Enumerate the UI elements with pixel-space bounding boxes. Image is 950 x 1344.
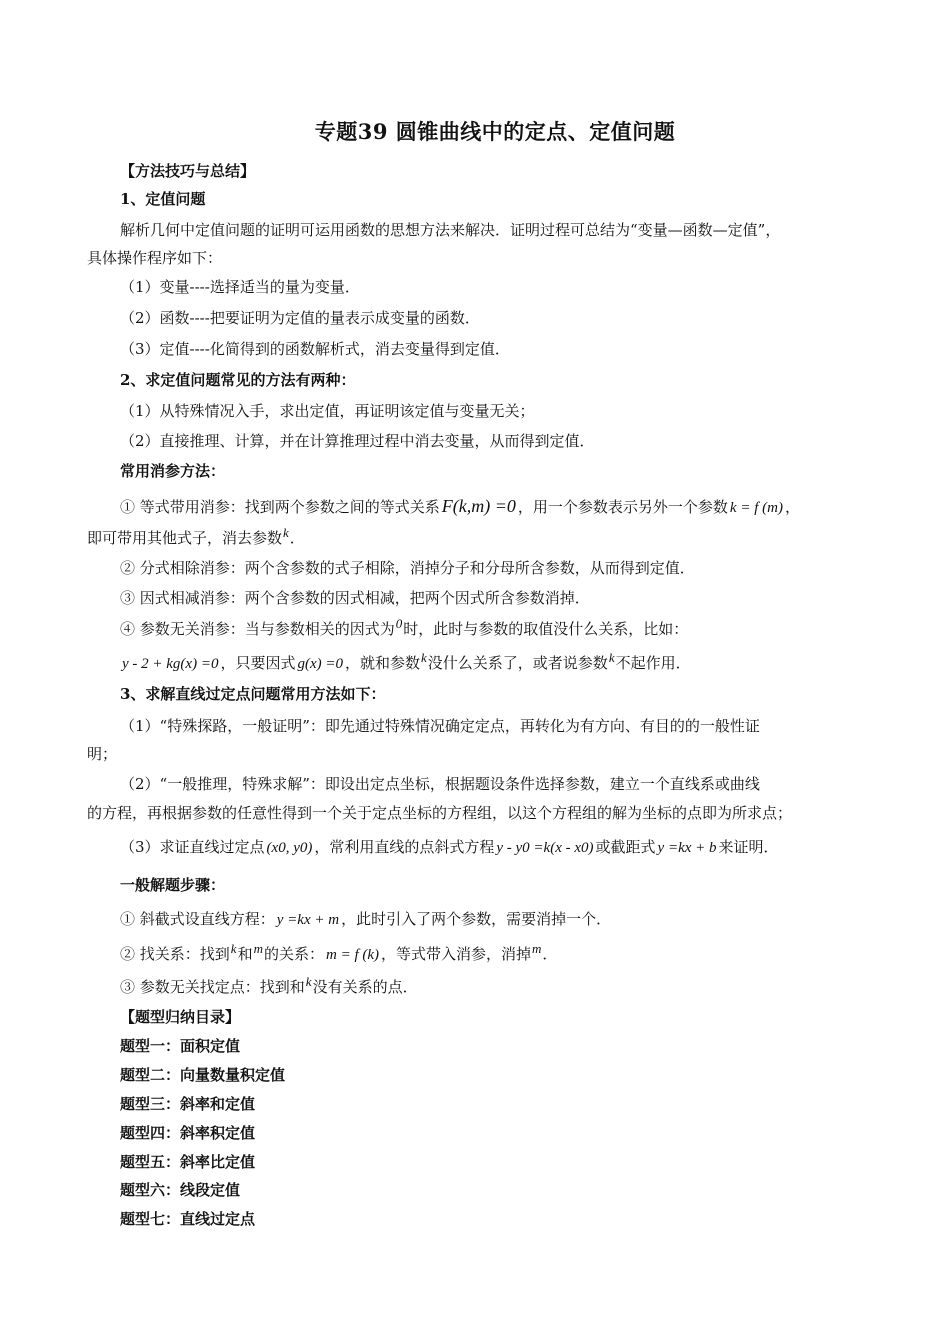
page-title: 专题39 圆锥曲线中的定点、定值问题 xyxy=(314,119,676,144)
text: 不起作用． xyxy=(615,654,691,672)
text: ． xyxy=(289,529,305,547)
section3-heading: 3、求解直线过定点问题常用方法如下： xyxy=(120,685,386,703)
catalog-item: 题型七：直线过定点 xyxy=(120,1210,256,1228)
catalog-item: 题型三：斜率和定值 xyxy=(120,1095,256,1113)
elimination-item2: ② 分式相除消参：两个含参数的式子相除，消掉分子和分母所含参数，从而得到定值． xyxy=(120,559,695,577)
catalog-heading: 【题型归纳目录】 xyxy=(120,1008,241,1026)
formula-k: k xyxy=(230,941,237,956)
text: 的关系： xyxy=(263,945,324,963)
section1-step3: （3）定值----化简得到的函数解析式，消去变量得到定值． xyxy=(120,340,510,358)
formula-m: m xyxy=(532,941,542,956)
section2-heading: 2、求定值问题常见的方法有两种： xyxy=(120,371,356,389)
text: ，只要因式 xyxy=(220,654,296,672)
text: 或截距式 xyxy=(595,838,656,856)
section3-method1-cont: 明； xyxy=(87,745,118,763)
section1-paragraph-cont: 具体操作程序如下： xyxy=(87,249,223,267)
text: 来证明． xyxy=(718,838,779,856)
formula-F-k-m: F(k,m) =0 xyxy=(441,496,516,516)
formula-k: k xyxy=(305,974,312,989)
text: 没什么关系了，或者说参数 xyxy=(427,654,608,672)
text: 时，此时与参数的取值没什么关系，比如： xyxy=(403,620,689,638)
elimination-item1 xyxy=(120,496,800,518)
elimination-item4-cont xyxy=(120,650,691,674)
catalog-item: 题型六：线段定值 xyxy=(120,1181,241,1199)
text: ，用一个参数表示另外一个参数 xyxy=(517,498,728,516)
text: ④ 参数无关消参：当与参数相关的因式为 xyxy=(120,620,395,638)
formula-m-f-k: m = f (k) xyxy=(325,947,380,963)
text: ，此时引入了两个参数，需要消掉一个． xyxy=(341,910,612,928)
catalog-item: 题型五：斜率比定值 xyxy=(120,1153,256,1171)
section1-step1: （1）变量----选择适当的量为变量． xyxy=(120,278,360,296)
text: ，就和参数 xyxy=(345,654,421,672)
elimination-heading: 常用消参方法： xyxy=(120,462,226,480)
text: （3）求证直线过定点 xyxy=(120,838,265,856)
section3-method2: （2）“一般推理，特殊求解”：即设出定点坐标，根据题设条件选择参数，建立一个直线系或曲线 xyxy=(120,775,760,793)
text: 和 xyxy=(237,945,253,963)
section1-paragraph: 解析几何中定值问题的证明可运用函数的思想方法来解决．证明过程可总结为“变量—函数—定值”， xyxy=(120,221,781,239)
steps-item1 xyxy=(120,909,611,930)
formula-k-f-m: k = f (m) xyxy=(729,500,783,516)
text: 没有关系的点． xyxy=(312,978,418,996)
elimination-item1-cont xyxy=(87,525,305,549)
formula-zero: 0 xyxy=(395,616,403,631)
section3-method1: （1）“特殊探路，一般证明”：即先通过特殊情况确定定点，再转化为有方向、有目的的一般性证 xyxy=(120,717,760,735)
section1-step2: （2）函数----把要证明为定值的量表示成变量的函数． xyxy=(120,309,480,327)
steps-item3 xyxy=(120,974,418,998)
elimination-item4 xyxy=(120,616,689,640)
text: ② 找关系：找到 xyxy=(120,945,230,963)
section1-heading: 1、定值问题 xyxy=(120,190,206,208)
formula-k: k xyxy=(283,525,289,540)
steps-item2 xyxy=(120,941,558,965)
section2-method1: （1）从特殊情况入手，求出定值，再证明该定值与变量无关； xyxy=(120,402,535,420)
formula-k: k xyxy=(608,650,615,665)
formula-y-kx-m: y =kx + m xyxy=(276,912,340,928)
elimination-item3: ③ 因式相减消参：两个含参数的因式相减，把两个因式所含参数消掉． xyxy=(120,589,590,607)
section2-method2: （2）直接推理、计算，并在计算推理过程中消去变量，从而得到定值． xyxy=(120,432,595,450)
text: ． xyxy=(542,945,558,963)
text: ， xyxy=(784,498,800,516)
formula-point-x0-y0: (x0, y0) xyxy=(266,840,313,856)
method-heading: 【方法技巧与总结】 xyxy=(120,162,256,180)
text: ③ 参数无关找定点：找到和 xyxy=(120,978,305,996)
formula-k: k xyxy=(421,650,427,665)
steps-heading: 一般解题步骤： xyxy=(120,876,226,894)
formula-y-2-kg: y - 2 + kg(x) =0 xyxy=(122,656,219,672)
catalog-item: 题型二：向量数量积定值 xyxy=(120,1066,286,1084)
formula-m: m xyxy=(253,941,263,956)
text: 即可带用其他式子，消去参数 xyxy=(87,529,283,547)
formula-g-x: g(x) =0 xyxy=(297,656,343,672)
catalog-item: 题型一：面积定值 xyxy=(120,1037,241,1055)
text: ，等式带入消参，消掉 xyxy=(381,945,532,963)
section3-method3 xyxy=(120,837,779,858)
catalog-item: 题型四：斜率积定值 xyxy=(120,1124,256,1142)
text: ，常利用直线的点斜式方程 xyxy=(314,838,495,856)
formula-point-slope: y - y0 =k(x - x0) xyxy=(496,840,594,856)
formula-intercept: y =kx + b xyxy=(657,840,717,856)
text: ① 等式带用消参：找到两个参数之间的等式关系 xyxy=(120,498,440,516)
section3-method2-cont: 的方程，再根据参数的任意性得到一个关于定点坐标的方程组，以这个方程组的解为坐标的点即为所求点； xyxy=(87,804,793,822)
text: ① 斜截式设直线方程： xyxy=(120,910,275,928)
